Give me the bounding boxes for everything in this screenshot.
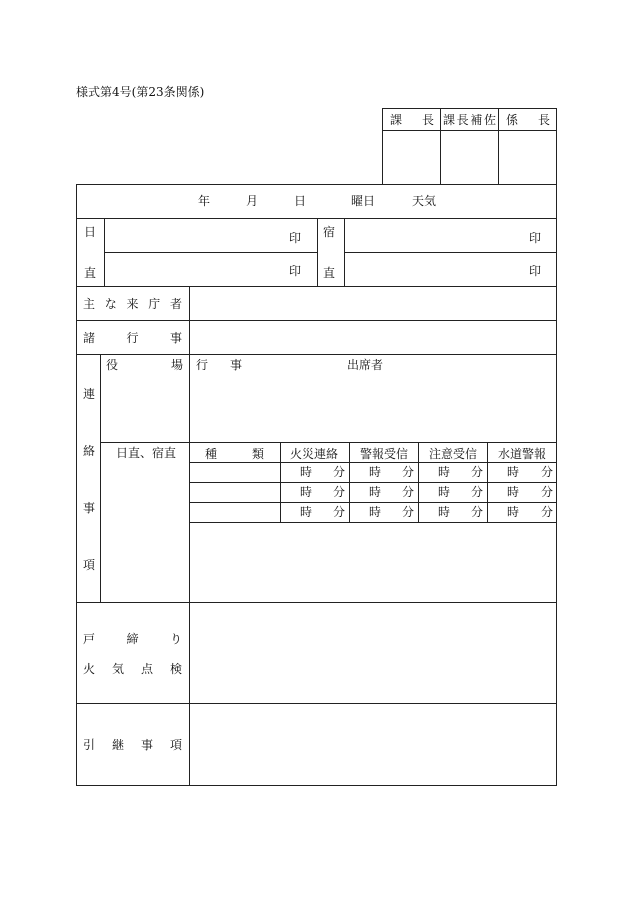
- contact-side-divider: [100, 354, 101, 602]
- hour-label: 時: [507, 465, 520, 479]
- alarm-time-cell[interactable]: [438, 465, 483, 479]
- alarm-time-cell[interactable]: [300, 505, 345, 519]
- fire-contact-header: 火災連絡: [290, 447, 339, 461]
- alarm-type-field[interactable]: [190, 503, 279, 522]
- alarm-reception-header: 警報受信: [360, 447, 409, 461]
- fire-check-label: 火 気 点 検: [83, 662, 182, 676]
- minute-label: 分: [540, 485, 553, 499]
- town-office-label: 役 場: [106, 358, 183, 372]
- hour-label: 時: [369, 505, 382, 519]
- approval-header-subsection-chief: 係 長: [506, 113, 550, 127]
- seal-night-1: 印: [529, 231, 542, 245]
- alarm-type-field[interactable]: [190, 483, 279, 502]
- water-alarm-header: 水道警報: [498, 447, 547, 461]
- hour-label: 時: [507, 505, 520, 519]
- date-weather: 天気: [412, 194, 437, 208]
- hour-label: 時: [438, 465, 451, 479]
- alarm-time-cell[interactable]: [369, 485, 414, 499]
- night-duty-label-1: 宿: [323, 225, 336, 239]
- alarm-time-cell[interactable]: [300, 465, 345, 479]
- stamp-area-section-chief[interactable]: [383, 131, 440, 184]
- alarm-time-cell[interactable]: [438, 485, 483, 499]
- visitors-field[interactable]: [190, 287, 556, 320]
- date-weekday: 曜日: [351, 194, 376, 208]
- date-day: 日: [294, 194, 307, 208]
- night-duty-label-2: 直: [323, 266, 336, 280]
- form-title: 様式第4号(第23条関係): [76, 85, 205, 99]
- contact-side-label: 連 絡 事 項: [82, 387, 95, 572]
- minute-label: 分: [332, 485, 345, 499]
- seal-night-2: 印: [529, 264, 542, 278]
- divider-events: [76, 354, 557, 355]
- day-duty-label-1: 日: [84, 225, 97, 239]
- approval-header-assistant-chief: 課 長 補 佐: [443, 113, 496, 127]
- hour-label: 時: [438, 485, 451, 499]
- duty-contact-label: 日直、宿直: [116, 446, 177, 460]
- hour-label: 時: [369, 485, 382, 499]
- alarm-time-cell[interactable]: [300, 485, 345, 499]
- date-month: 月: [246, 194, 259, 208]
- handover-label: 引 継 事 項: [83, 738, 182, 752]
- minute-label: 分: [470, 485, 483, 499]
- alarm-time-cell[interactable]: [438, 505, 483, 519]
- town-office-contact-field[interactable]: [190, 374, 556, 442]
- lockup-label: 戸 締 り: [83, 632, 182, 646]
- minute-label: 分: [540, 465, 553, 479]
- duty-contact-notes-field[interactable]: [190, 523, 556, 602]
- stamp-area-subsection-chief[interactable]: [499, 131, 556, 184]
- day-duty-name-field-1[interactable]: [105, 219, 317, 252]
- hour-label: 時: [369, 465, 382, 479]
- approval-header-section-chief: 課 長: [390, 113, 434, 127]
- alarm-time-cell[interactable]: [507, 505, 553, 519]
- hour-label: 時: [300, 465, 313, 479]
- handover-field[interactable]: [190, 704, 556, 785]
- night-duty-name-field-2[interactable]: [345, 253, 557, 286]
- day-duty-name-field-2[interactable]: [105, 253, 317, 286]
- duty-divider-2: [317, 218, 318, 286]
- minute-label: 分: [332, 465, 345, 479]
- date-year: 年: [198, 194, 211, 208]
- hour-label: 時: [300, 505, 313, 519]
- alarm-time-cell[interactable]: [507, 465, 553, 479]
- type-header: 種 類: [205, 447, 264, 461]
- seal-day-2: 印: [289, 264, 302, 278]
- minute-label: 分: [401, 465, 414, 479]
- security-check-field[interactable]: [190, 603, 556, 703]
- alarm-time-cell[interactable]: [507, 485, 553, 499]
- seal-day-1: 印: [289, 231, 302, 245]
- minute-label: 分: [540, 505, 553, 519]
- divider-contact-sub: [100, 442, 557, 443]
- alarm-type-field[interactable]: [190, 463, 279, 482]
- hour-label: 時: [438, 505, 451, 519]
- events-field[interactable]: [190, 321, 556, 354]
- alarm-time-cell[interactable]: [369, 465, 414, 479]
- minute-label: 分: [401, 505, 414, 519]
- minute-label: 分: [332, 505, 345, 519]
- alarm-time-cell[interactable]: [369, 505, 414, 519]
- day-duty-label-2: 直: [84, 266, 97, 280]
- caution-reception-header: 注意受信: [429, 447, 478, 461]
- visitors-label: 主 な 来 庁 者: [83, 297, 182, 311]
- attendees-label: 出席者: [347, 358, 384, 372]
- minute-label: 分: [401, 485, 414, 499]
- minute-label: 分: [470, 465, 483, 479]
- hour-label: 時: [300, 485, 313, 499]
- minute-label: 分: [470, 505, 483, 519]
- event-label: 行 事: [196, 358, 242, 372]
- stamp-area-assistant-chief[interactable]: [441, 131, 498, 184]
- hour-label: 時: [507, 485, 520, 499]
- events-label: 諸 行 事: [83, 331, 182, 345]
- night-duty-name-field-1[interactable]: [345, 219, 557, 252]
